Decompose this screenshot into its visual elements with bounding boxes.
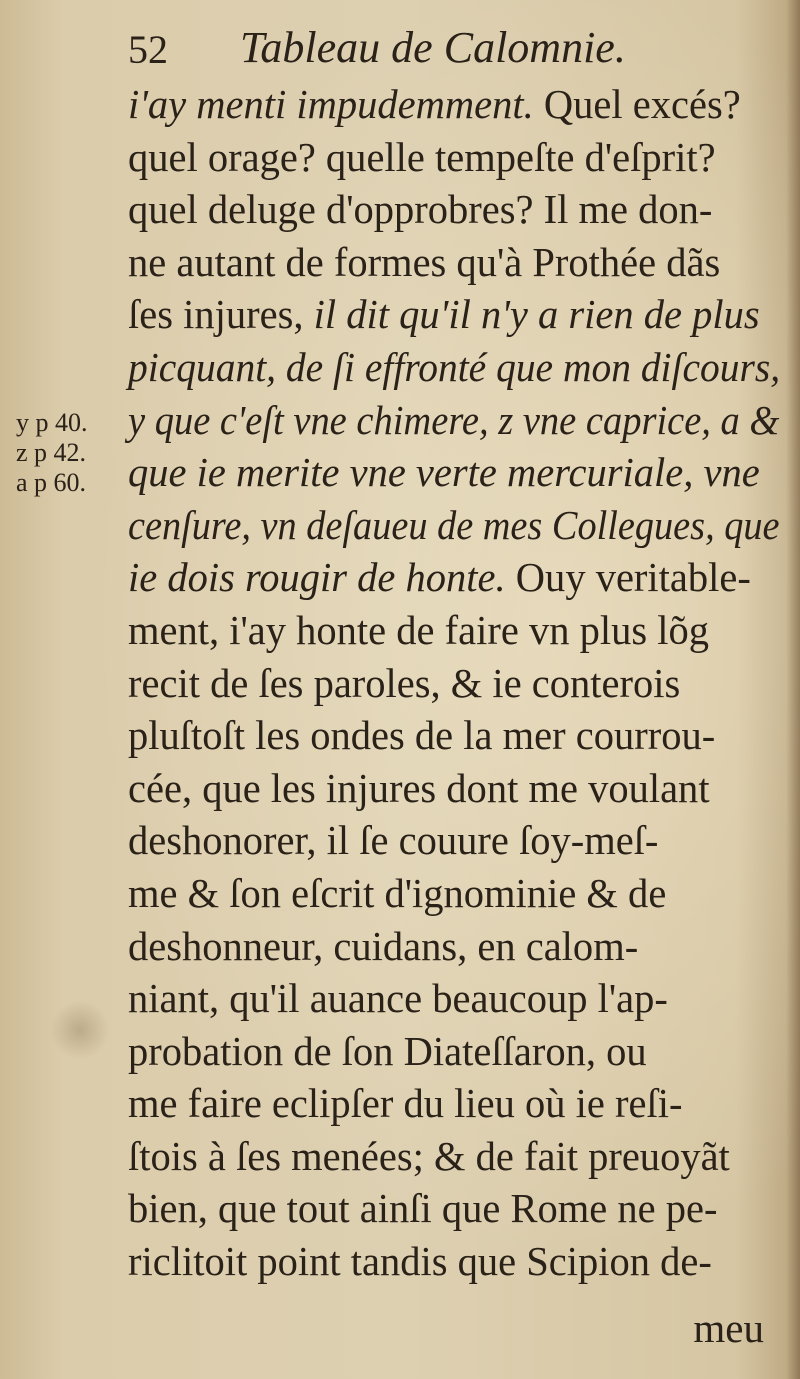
text-line — [128, 288, 780, 341]
text-segment: ſtois à ſes menées; & de fait preuoyãt — [128, 1132, 730, 1179]
text-segment: Ouy veritable- — [505, 554, 751, 601]
text-segment-italic: y que c'eſt vne chimere, z vne caprice, a & — [128, 396, 780, 443]
body-text — [128, 78, 788, 1288]
text-line — [128, 446, 780, 499]
text-segment: recit de ſes paroles, & ie conterois — [128, 659, 681, 706]
text-line — [128, 867, 780, 920]
text-line — [128, 972, 780, 1025]
text-line — [128, 1025, 780, 1078]
text-segment: probation de ſon Diateſſaron, ou — [128, 1027, 647, 1074]
text-line — [128, 920, 780, 973]
text-line — [128, 236, 780, 289]
text-segment: me & ſon eſcrit d'ignominie & de — [128, 869, 667, 916]
text-segment: quel orage? quelle tempeſte d'eſprit? — [128, 133, 716, 180]
text-segment-italic: que ie merite vne verte mercuriale, vne — [128, 449, 760, 496]
text-line — [128, 657, 780, 710]
margin-note: a p 60. — [16, 468, 87, 497]
text-line — [128, 131, 780, 184]
text-segment-italic: il dit qu'il n'y a rien de plus — [313, 291, 760, 338]
running-title: Tableau de Calomnie. — [240, 23, 626, 72]
text-line — [128, 1130, 780, 1183]
margin-note: y p 40. — [16, 408, 88, 437]
catchword: meu — [693, 1305, 764, 1351]
text-segment: deshonorer, il ſe couure ſoy-meſ- — [128, 817, 659, 864]
text-segment-italic: picquant, de ſi effronté que mon diſcours, — [128, 343, 781, 390]
text-line — [128, 551, 780, 604]
text-line — [128, 341, 781, 394]
text-segment-italic: ie dois rougir de honte. — [128, 554, 506, 601]
margin-notes — [16, 408, 116, 498]
margin-note: z p 42. — [16, 438, 87, 467]
text-line — [128, 604, 780, 657]
text-segment-italic: cenſure, vn deſaueu de mes Collegues, que — [128, 501, 780, 548]
text-segment: niant, qu'il auance beaucoup l'ap- — [128, 975, 668, 1022]
text-segment: bien, que tout ainſi que Rome ne pe- — [128, 1185, 718, 1232]
text-line — [128, 814, 780, 867]
text-segment: ne autant de formes qu'à Prothée dãs — [128, 238, 721, 285]
text-segment: riclitoit point tandis que Scipion de- — [128, 1238, 712, 1285]
page-number: 52 — [128, 27, 168, 72]
text-segment: ment, i'ay honte de faire vn plus lõg — [128, 606, 710, 653]
text-line — [128, 1182, 780, 1235]
text-line — [128, 1235, 780, 1288]
text-segment: deshonneur, cuidans, en calom- — [128, 922, 639, 969]
text-line — [128, 183, 780, 236]
text-segment: cée, que les injures dont me voulant — [128, 764, 710, 811]
text-line — [128, 1077, 780, 1130]
text-line — [128, 78, 780, 131]
page-edge-shadow — [786, 0, 800, 1379]
text-line — [128, 709, 780, 762]
page-header — [128, 22, 768, 82]
text-line — [128, 762, 780, 815]
text-segment: ſes injures, — [128, 291, 314, 338]
text-line — [128, 394, 780, 447]
text-segment: pluſtoſt les ondes de la mer courrou- — [128, 712, 716, 759]
paper-stain — [50, 1000, 110, 1060]
text-segment: Quel excés? — [533, 81, 741, 127]
text-segment: quel deluge d'opprobres? Il me don- — [128, 186, 713, 233]
text-segment-italic: i'ay menti impudemment. — [128, 81, 534, 127]
text-segment: me faire eclipſer du lieu où ie reſi- — [128, 1080, 683, 1127]
text-line — [128, 499, 780, 552]
